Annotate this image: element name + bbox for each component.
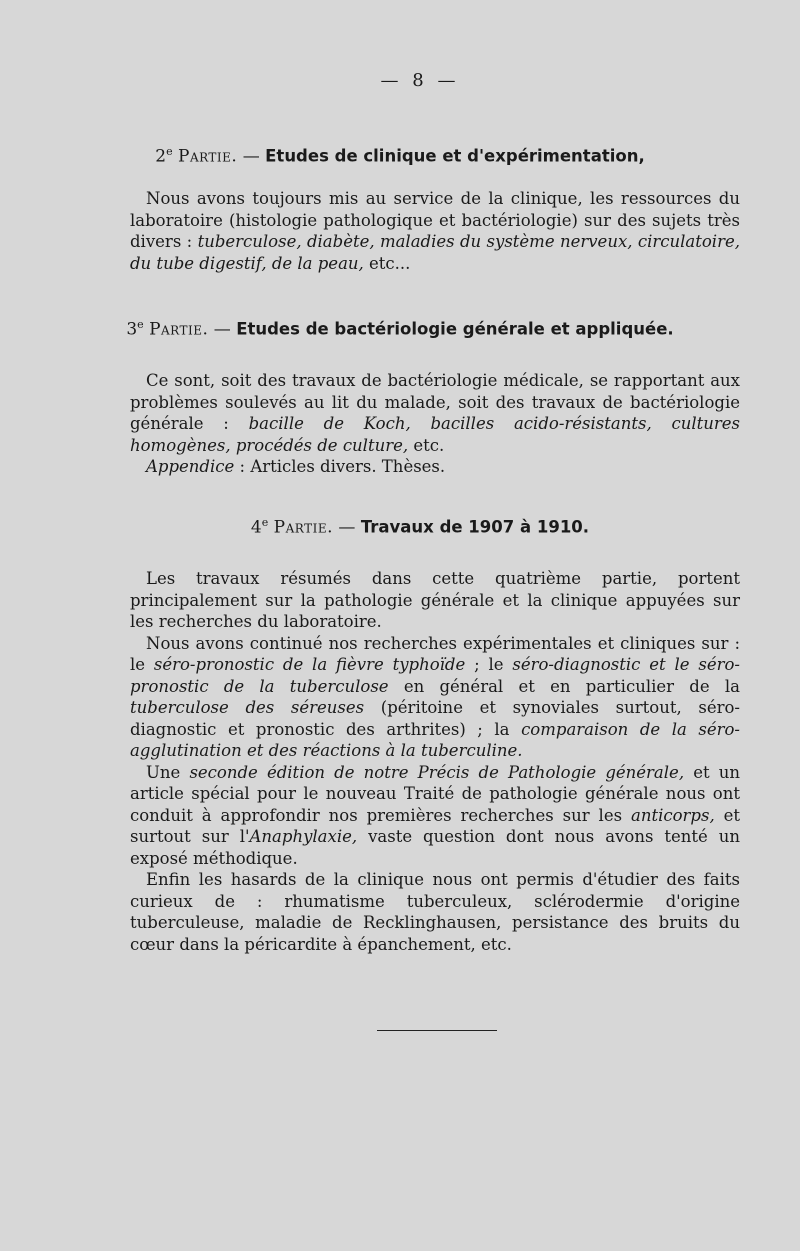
appendix-label: Appendice	[146, 457, 235, 476]
section-3-label: Partie.	[149, 319, 209, 340]
section-2-body	[130, 188, 740, 274]
section-3-number: 3	[126, 319, 138, 340]
section-3-heading	[0, 318, 800, 340]
section-2-sup: e	[166, 145, 173, 158]
section-4-body	[130, 568, 740, 955]
section-2-number: 2	[155, 146, 167, 167]
appendix-line	[130, 456, 740, 478]
italic-run: comparaison de la séro-agglutination et des réactions à la tuberculine.	[130, 719, 740, 760]
section-4-label: Partie.	[273, 517, 334, 538]
section-4-paragraph-2	[130, 633, 740, 762]
section-2-title: Etudes de clinique et d'expérimentation,	[265, 146, 645, 166]
text-run: Nous avons continué nos recherches expérimentales et cliniques sur : le	[130, 633, 740, 674]
section-4-title: Travaux de 1907 à 1910.	[360, 517, 590, 537]
text-run: Une	[146, 762, 190, 782]
section-4-paragraph-1: Les travaux résumés dans cette quatrième partie, portent principalement sur la pathologie générale et la clinique appuyées sur les recherches du laboratoire.	[130, 569, 740, 631]
italic-run: séro-pronostic de la fièvre typhoïde	[153, 655, 466, 674]
section-4-dash: —	[333, 517, 361, 538]
text-run: et surtout sur l'	[130, 805, 741, 846]
italic-run: tuberculose, diabète, maladies du système nerveux, circulatoire, du tube digestif, de la peau,	[130, 232, 740, 273]
text-run: etc...	[363, 253, 411, 273]
text-run: Nous avons toujours mis au service de la clinique, les ressources du laboratoire (histologie pathologique et bactériologie) sur des sujets très divers :	[130, 189, 740, 251]
section-3-dash: —	[208, 319, 237, 340]
italic-run: tuberculose des séreuses	[130, 698, 365, 717]
italic-run: bacille de Koch, bacilles acido-résistants, cultures homogènes, procédés de culture,	[130, 414, 740, 455]
italic-run: Anaphylaxie,	[249, 827, 358, 846]
section-4-paragraph-4: Enfin les hasards de la clinique nous ont permis d'étudier des faits curieux de : rhumatisme tuberculeux, sclérodermie d'origine tuberculeuse, maladie de Recklinghausen, persistance des bruits du cœur dans la péricardite à épanchement, etc.	[130, 870, 740, 954]
section-2-label: Partie.	[178, 146, 238, 167]
section-2-paragraph	[130, 188, 740, 274]
section-3-body	[130, 370, 740, 478]
page-number: — 8 —	[380, 70, 460, 91]
text-run: ; le	[465, 655, 513, 674]
section-3-paragraph	[130, 370, 740, 456]
text-run: en général et en particulier de la	[388, 676, 740, 696]
appendix-text: : Articles divers. Thèses.	[234, 457, 446, 476]
section-4-heading	[0, 516, 800, 538]
italic-run: séro-diagnostic et le séro-pronostic de la tuberculose	[130, 655, 740, 696]
text-run: (péritoine et synoviales surtout, séro-diagnostic et pronostic des arthrites) ; la	[130, 698, 740, 739]
section-2-dash: —	[237, 146, 266, 167]
text-run: vaste question dont nous avons tenté un exposé méthodique.	[130, 827, 740, 868]
section-3-sup: e	[137, 318, 144, 331]
section-4-sup: e	[261, 516, 269, 529]
end-rule	[377, 1030, 497, 1031]
section-2-heading	[0, 145, 800, 167]
text-run: etc.	[408, 435, 445, 455]
text-run: et un article spécial pour le nouveau Traité de pathologie générale nous ont conduit à approfondir nos premières recherches sur les	[130, 762, 740, 825]
section-4-paragraph-3	[130, 762, 740, 870]
section-3-title: Etudes de bactériologie générale et appliquée.	[236, 319, 674, 339]
text-run: Ce sont, soit des travaux de bactériologie médicale, se rapportant aux problèmes soulevés au lit du malade, soit des travaux de bactériologie générale :	[130, 371, 740, 433]
section-4-number: 4	[250, 517, 262, 538]
italic-run: anticorps,	[630, 805, 715, 825]
italic-run: seconde édition de notre Précis de Pathologie générale,	[189, 762, 685, 782]
